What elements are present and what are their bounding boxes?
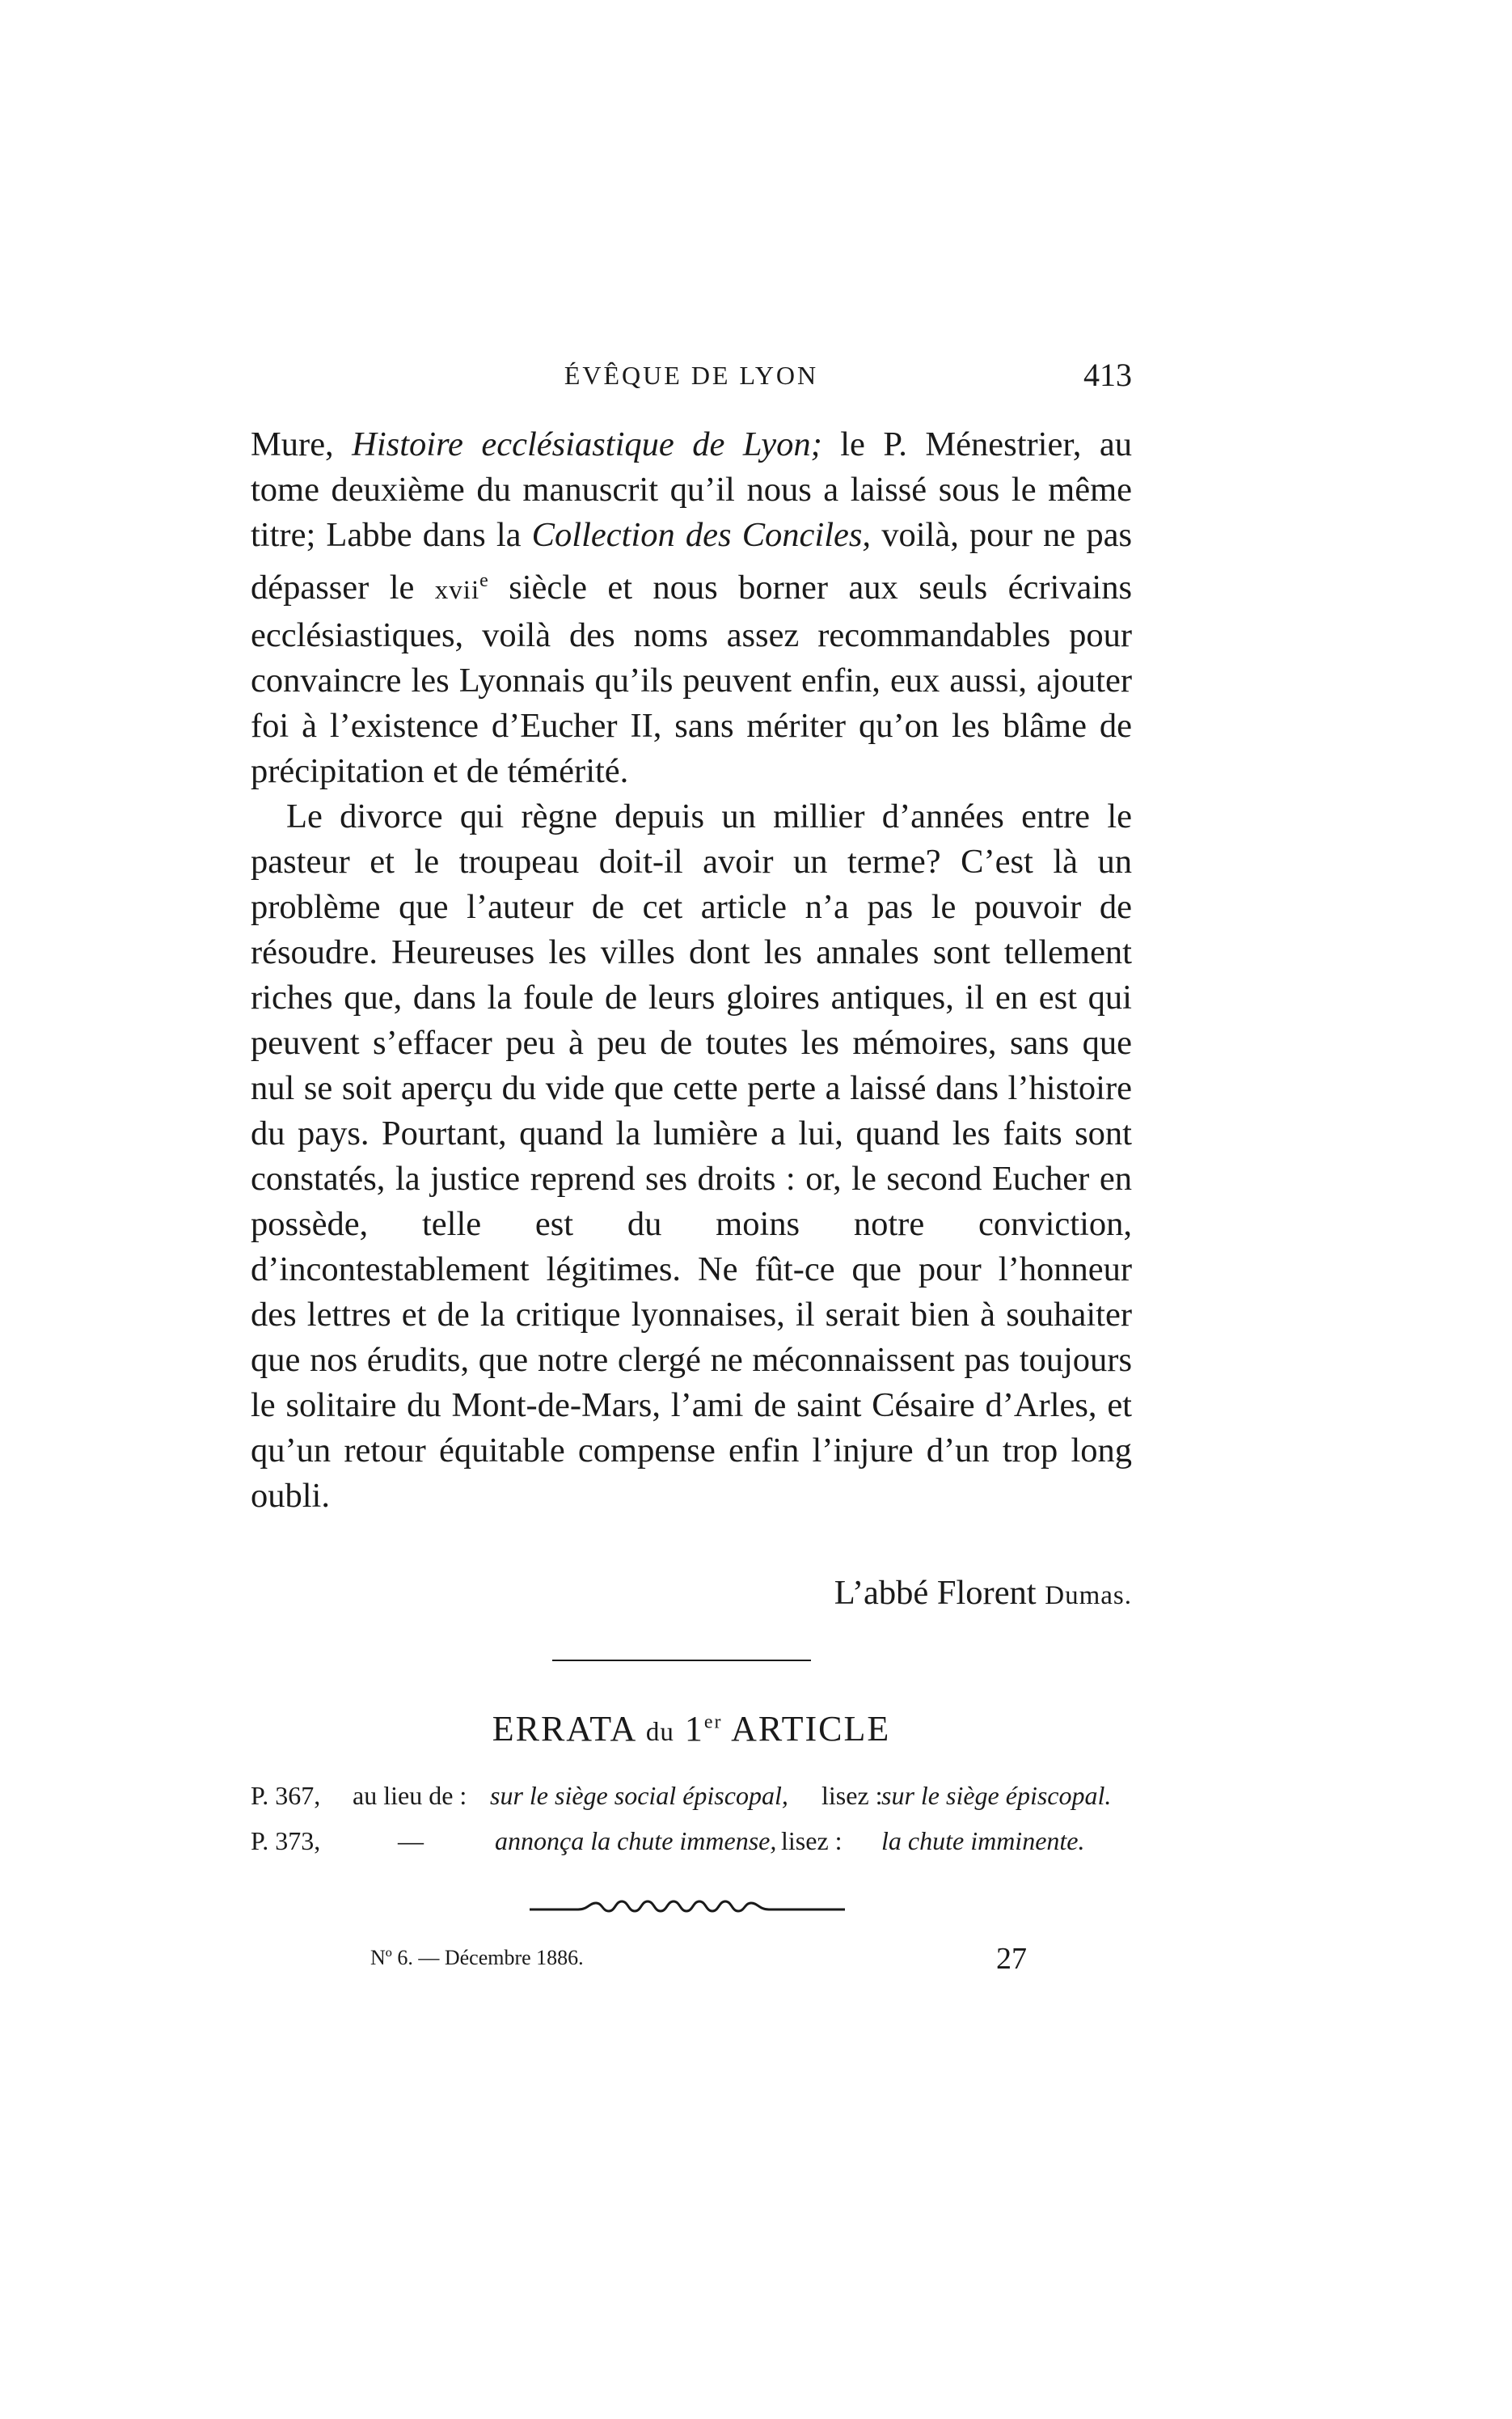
footer — [251, 1941, 1132, 1981]
running-title: ÉVÊQUE DE LYON — [564, 361, 819, 390]
errata-wrong: annonça la chute immense, — [495, 1826, 777, 1855]
errata-page: P. 367, — [251, 1781, 321, 1810]
author-signature — [834, 1571, 1132, 1618]
errata-read: lisez : — [821, 1781, 883, 1810]
signature-mark: 27 — [996, 1942, 1027, 1976]
body-text — [251, 422, 1132, 1519]
signature-prefix: L’abbé Florent — [834, 1574, 1045, 1612]
errata-page: P. 373, — [251, 1826, 321, 1855]
p1-text-c: le P. Ménestrier, au tome deuxième du manuscrit qu’il nous a laissé sous le même titre; Labbe dans la — [251, 425, 1133, 554]
errata-title-e: ARTICLE — [722, 1709, 891, 1749]
signature-surname: Dumas. — [1045, 1581, 1132, 1610]
title-histoire-ecclesiastique: Histoire ecclésiastique de Lyon; — [352, 425, 822, 463]
errata-reference: — — [398, 1826, 424, 1855]
p1-text-a: Mure, — [251, 425, 353, 463]
title-collection-conciles: Collection des Conciles, — [531, 516, 872, 554]
errata-correct: sur le siège épiscopal. — [881, 1781, 1112, 1810]
errata-title — [251, 1708, 1132, 1749]
century-numeral: xvii — [434, 576, 480, 606]
separator-rule — [552, 1660, 811, 1661]
errata-title-b: du — [645, 1718, 674, 1747]
errata-row — [251, 1781, 1132, 1823]
running-head — [251, 356, 1132, 404]
errata-correct: la chute imminente. — [881, 1826, 1085, 1855]
p1-text-h: siècle et nous borner aux seuls écrivains ecclésiastiques, voilà des noms assez recommandables pour convaincre les Lyonnais qu’ils peuvent enfin, eux aussi, ajouter foi à l’existence d’Eucher II, sans mériter qu’on les blâme de précipitation et de témérité. — [251, 569, 1132, 791]
errata-title-c: 1 — [674, 1709, 704, 1749]
paragraph-2: Le divorce qui règne depuis un millier d’années entre le pasteur et le troupeau doit-il avoir un terme? C’est là un problème que l’auteur de cet article n’a pas le pouvoir de résoudre. Heureuses les villes dont les annales sont tellement riches que, dans la foule de leurs gloires antiques, il en est qui peuvent s’effacer peu à peu de toutes les mémoires, sans que nul se soit aperçu du vide que cette perte a laissé dans l’histoire du pays. Pourtant, quand la lumière a lui, quand les faits sont constatés, la justice reprend ses droits : or, le second Eucher en possède, telle est du moins notre conviction, d’incontestablement légitimes. Ne fût-ce que pour l’honneur des lettres et de la critique lyonnaises, il serait bien à souhaiter que nos érudits, que notre clergé ne méconnaissent pas toujours le solitaire du Mont-de-Mars, l’ami de saint Césaire d’Arles, et qu’un retour équitable compense enfin l’injure d’un trop long oubli. — [251, 797, 1132, 1516]
page-number: 413 — [1083, 357, 1132, 393]
errata-title-a: ERRATA — [492, 1709, 646, 1749]
errata-read: lisez : — [781, 1826, 843, 1855]
century-superscript: e — [479, 570, 488, 591]
wavy-ornament — [530, 1897, 845, 1918]
errata-reference: au lieu de : — [353, 1781, 467, 1810]
issue-line: Nº 6. — Décembre 1886. — [370, 1946, 584, 1969]
p1-text-e: voilà, pour ne pas dépasser le — [251, 516, 1132, 607]
paragraph-1 — [251, 422, 1132, 794]
errata-wrong: sur le siège social épiscopal, — [490, 1781, 788, 1810]
errata-title-d: er — [703, 1711, 723, 1733]
errata-row — [251, 1826, 1132, 1868]
